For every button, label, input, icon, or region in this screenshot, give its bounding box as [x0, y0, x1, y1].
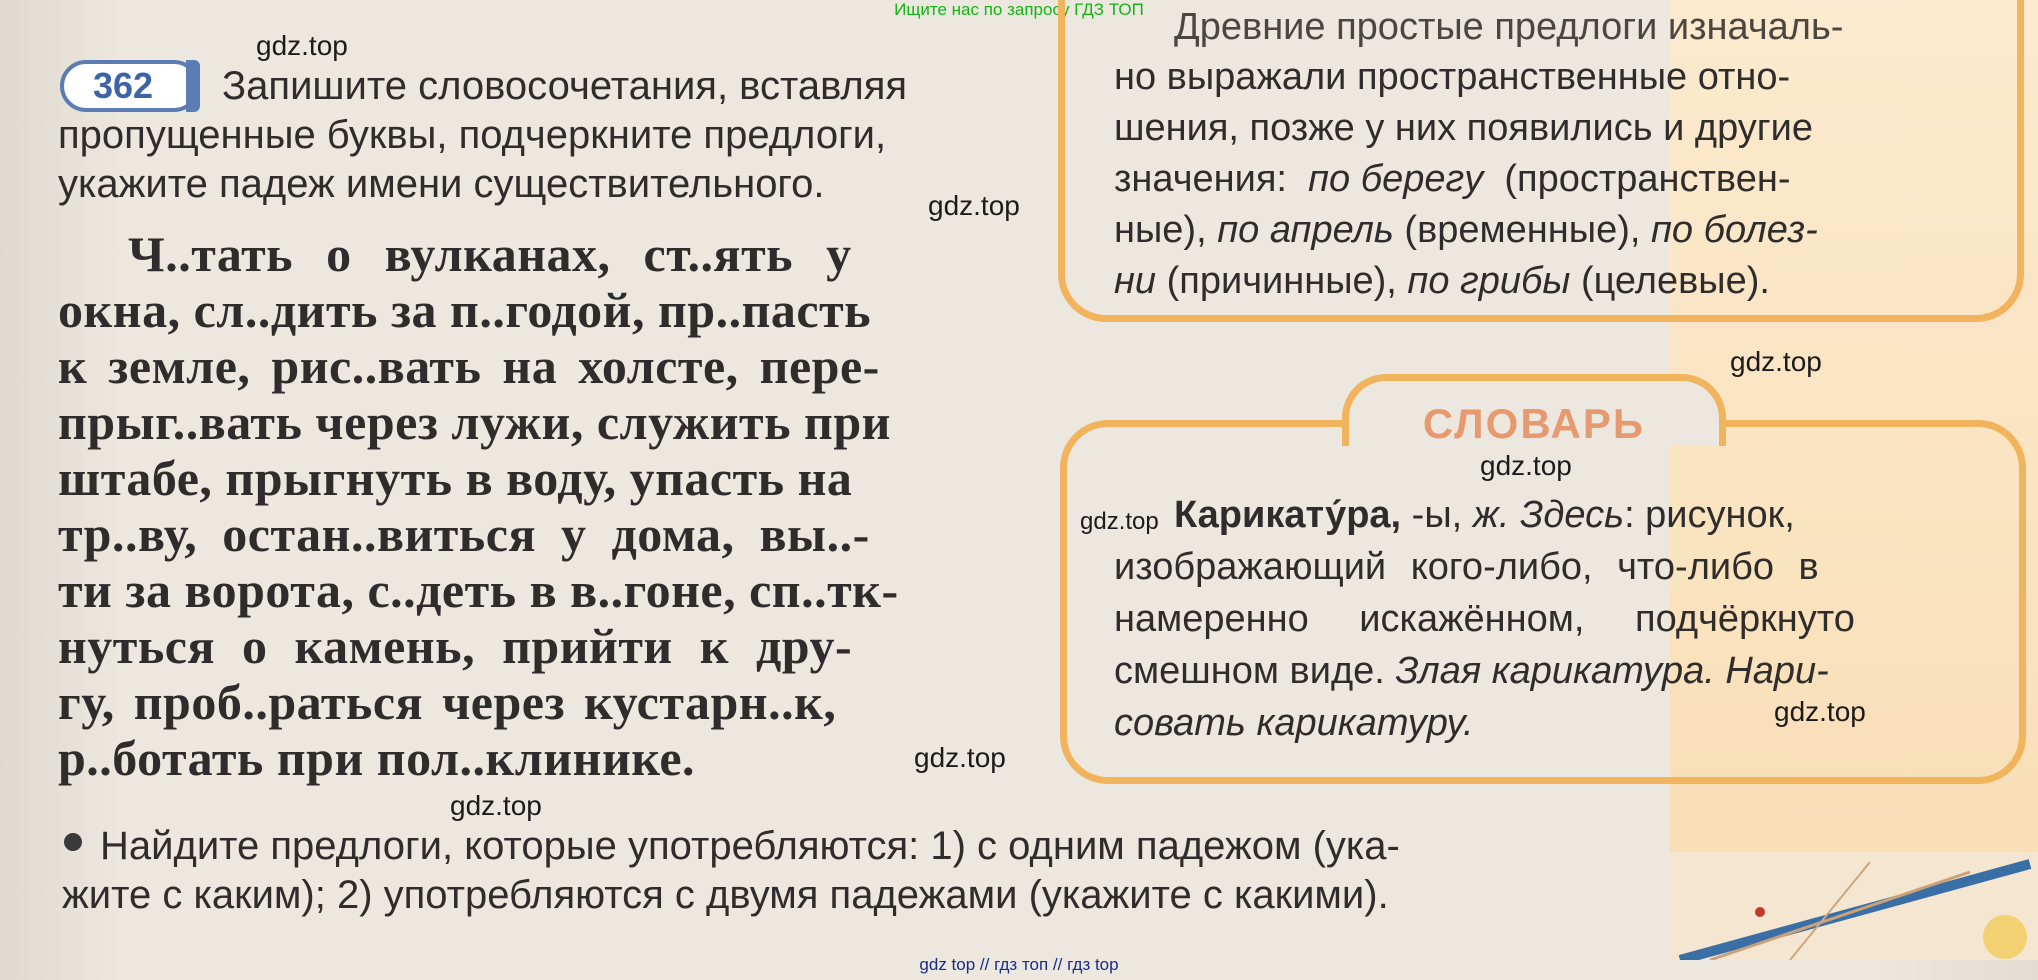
info-line: ни (причинные), по грибы (целевые). — [1114, 260, 1770, 302]
watermark: gdz.top — [914, 742, 1006, 773]
watermark: gdz.top — [1480, 450, 1572, 481]
exercise-body-line: тр..ву, остан..виться у дома, вы..- — [58, 506, 870, 562]
info-line: но выражали пространственные отно- — [1114, 56, 1791, 98]
watermark: gdz.top — [256, 30, 348, 61]
instruction-line: Запишите словосочетания, вставляя — [222, 64, 908, 108]
exercise-body-line: нуться о камень, прийти к дру- — [58, 618, 853, 674]
illustration-drawing — [1670, 852, 2038, 960]
watermark: gdz.top — [1730, 346, 1822, 377]
instruction-line: пропущенные буквы, подчеркните предлоги, — [58, 113, 887, 157]
exercise-number: 362 — [92, 65, 154, 106]
question-line: Найдите предлоги, которые употребляются: 1) с одним падежом (ука- — [100, 824, 1400, 868]
exercise-body-line: ти за ворота, с..деть в в..гоне, сп..тк- — [58, 562, 899, 618]
bottom-banner[interactable]: gdz top // гдз топ // гдз top — [919, 955, 1119, 974]
exercise-body-line: р..ботать при пол..клинике. — [58, 730, 696, 786]
instruction-line: укажите падеж имени существительного. — [58, 162, 825, 206]
watermark: gdz.top — [928, 190, 1020, 221]
illustration — [1670, 852, 2038, 960]
dictionary-title: СЛОВАРЬ — [1422, 400, 1646, 447]
watermark: gdz.top — [450, 790, 542, 821]
dictionary-line: совать карикатуру. — [1114, 702, 1474, 744]
dictionary-line: изображающий кого-либо, что-либо в — [1114, 546, 1819, 588]
dictionary-line: Карикату́ра, -ы, ж. Здесь: рисунок, — [1174, 494, 1795, 536]
dictionary-line: смешном виде. Злая карикатура. Нари- — [1114, 650, 1829, 692]
info-line: ные), по апрель (временные), по болез- — [1114, 209, 1818, 251]
question-line: жите с каким); 2) употребляются с двумя падежами (укажите с какими). — [62, 873, 1389, 917]
dictionary-line: намеренно искажённом, подчёркнуто — [1114, 598, 1855, 640]
exercise-body-line: прыг..вать через лужи, служить при — [58, 394, 891, 450]
info-line: значения: по берегу (пространствен- — [1114, 158, 1791, 200]
info-line: шения, позже у них появились и другие — [1114, 107, 1814, 149]
top-banner[interactable]: Ищите нас по запросу ГДЗ ТОП — [894, 0, 1144, 19]
exercise-body-line: окна, сл..дить за п..годой, пр..пасть — [58, 282, 872, 338]
watermark: gdz.top — [1080, 508, 1159, 535]
exercise-number-badge — [60, 60, 200, 112]
exercise-body-line: штабе, прыгнуть в воду, упасть на — [58, 450, 853, 506]
watermark: gdz.top — [1774, 696, 1866, 727]
info-line: Древние простые предлоги изначаль- — [1174, 6, 1844, 48]
exercise-body-line: Ч..тать о вулканах, ст..ять у — [128, 226, 852, 282]
exercise-body-line: гу, проб..раться через кустарн..к, — [58, 674, 837, 730]
exercise-body-line: к земле, рис..вать на холсте, пере- — [58, 338, 880, 394]
bullet-icon — [64, 833, 82, 851]
